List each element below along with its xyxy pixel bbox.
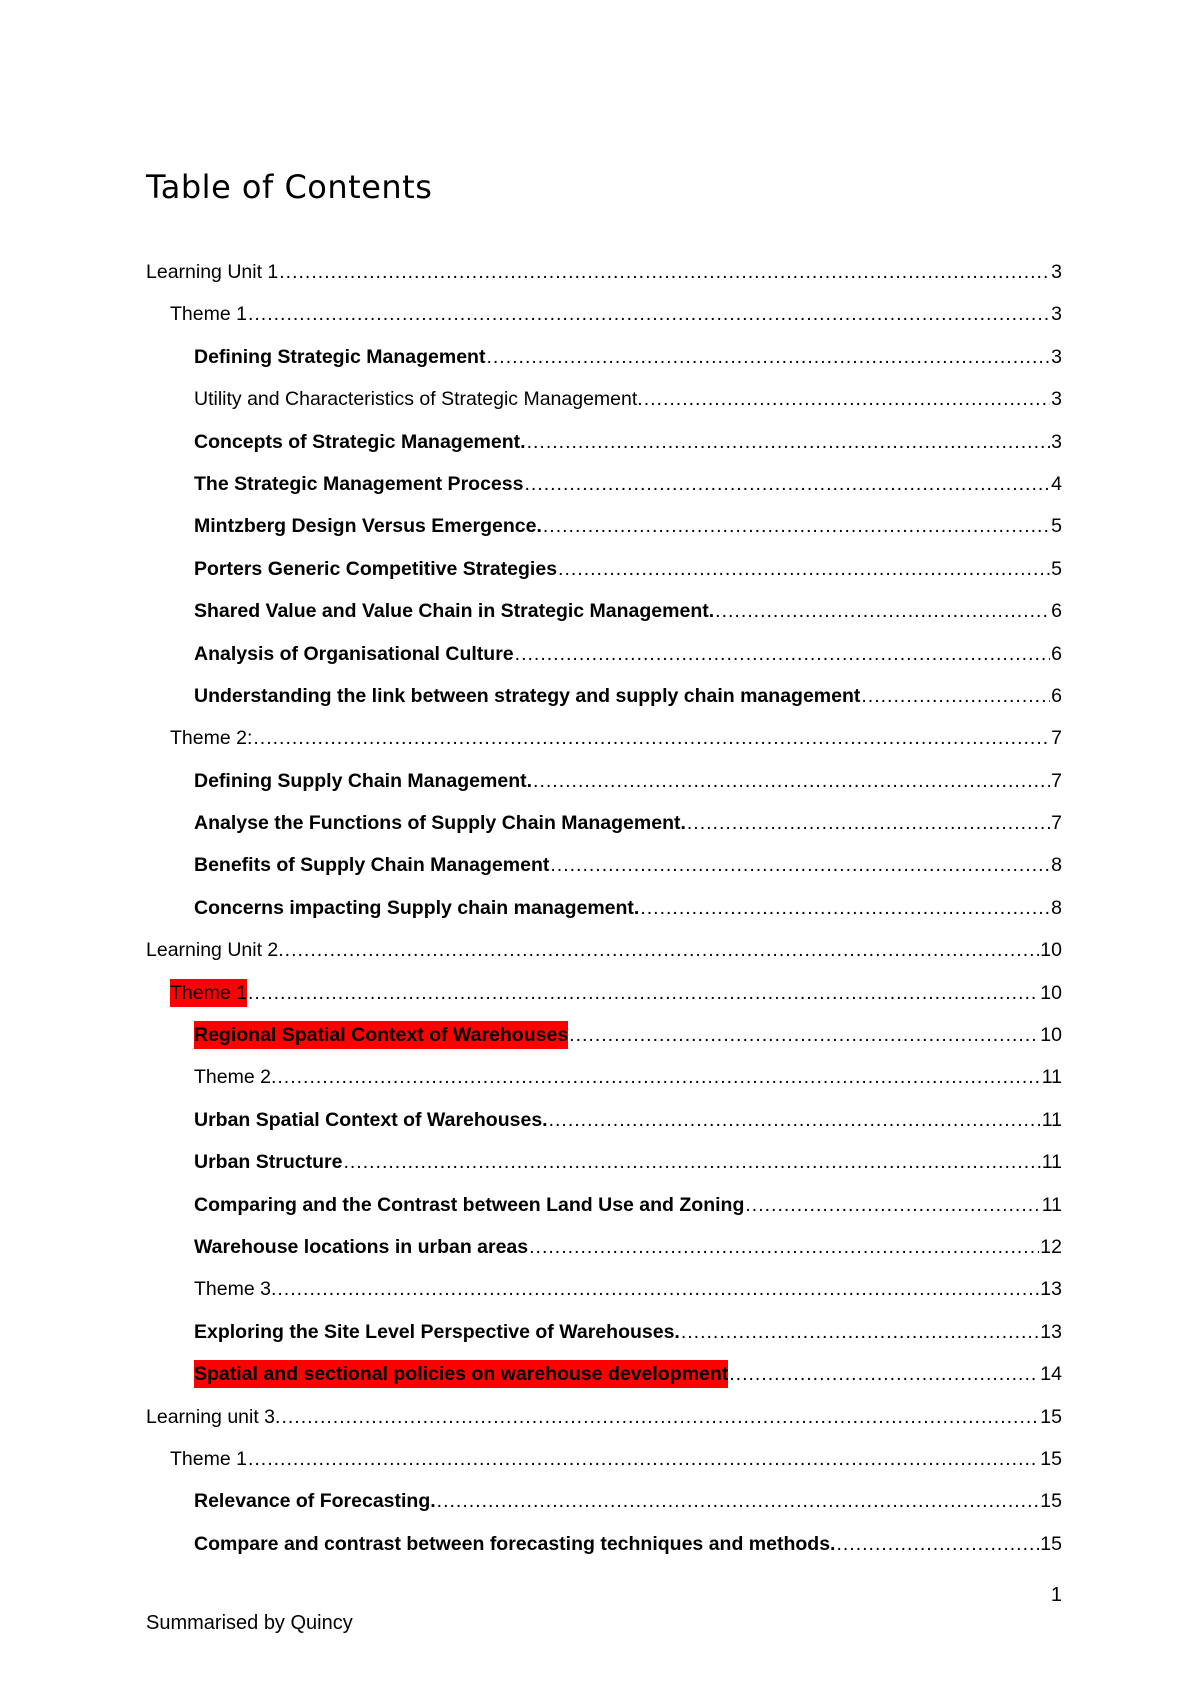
table-of-contents [146,258,1062,1572]
toc-dot-leader [527,428,1051,456]
toc-dot-leader [644,385,1050,413]
toc-entry[interactable] [146,1063,1062,1105]
page-title: Table of Contents [146,168,433,206]
toc-dot-leader [569,1021,1039,1049]
toc-dot-leader [558,555,1050,583]
toc-dot-leader [343,1148,1040,1176]
toc-dot-leader [248,1445,1039,1473]
toc-entry[interactable] [146,1445,1062,1487]
toc-entry-label: Porters Generic Competitive Strategies [194,557,558,580]
footer-text: Summarised by Quincy [146,1612,353,1634]
toc-entry[interactable] [146,1233,1062,1275]
toc-entry-label: Comparing and the Contrast between Land Use and Zoning [194,1193,745,1216]
toc-dot-leader [640,894,1050,922]
toc-dot-leader [533,767,1050,795]
toc-entry[interactable] [146,1275,1062,1317]
toc-entry-page: 3 [1051,261,1062,283]
toc-entry-label: Defining Supply Chain Management. [194,769,533,792]
toc-entry-label: Analyse the Functions of Supply Chain Management. [194,812,686,835]
toc-entry-label: Defining Strategic Management [194,345,486,368]
toc-dot-leader [248,300,1050,328]
toc-entry[interactable] [146,1487,1062,1529]
toc-entry-label: Understanding the link between strategy and supply chain management [194,684,861,707]
toc-entry[interactable] [146,428,1062,470]
toc-entry-label: Urban Structure [194,1151,343,1174]
toc-entry-label: Analysis of Organisational Culture [194,642,514,665]
toc-entry-page: 11 [1041,1151,1062,1174]
toc-entry-label: Theme 1 [170,303,247,326]
toc-dot-leader [248,979,1039,1007]
toc-entry-page: 15 [1040,1447,1062,1470]
toc-entry[interactable] [146,343,1062,385]
toc-entry-label: Utility and Characteristics of Strategic Management. [194,388,643,411]
toc-entry-page: 8 [1051,896,1062,919]
toc-dot-leader [529,1233,1039,1261]
toc-dot-leader [550,851,1050,879]
toc-entry-label: Theme 2: [170,727,253,750]
toc-entry-page: 3 [1051,303,1062,326]
toc-entry-label: Theme 1 [170,979,247,1007]
toc-entry-label: Theme 2. [194,1066,277,1089]
toc-entry-label: Learning unit 3. [146,1405,281,1428]
toc-entry-page: 4 [1051,472,1062,495]
toc-entry-page: 13 [1040,1278,1062,1301]
toc-entry[interactable] [146,682,1062,724]
toc-entry-label: Benefits of Supply Chain Management [194,854,550,877]
toc-entry-page: 10 [1040,939,1062,962]
toc-entry-page: 15 [1040,1532,1062,1555]
toc-entry[interactable] [146,1530,1062,1572]
toc-entry[interactable] [146,979,1062,1021]
toc-entry-label: Shared Value and Value Chain in Strategic Management. [194,600,715,623]
toc-entry[interactable] [146,1403,1062,1445]
toc-entry-page: 5 [1051,557,1062,580]
toc-dot-leader [277,1063,1040,1091]
toc-entry[interactable] [146,555,1062,597]
toc-dot-leader [687,809,1050,837]
toc-entry-page: 7 [1051,812,1062,835]
toc-dot-leader [715,597,1050,625]
toc-dot-leader [861,682,1050,710]
toc-entry[interactable] [146,258,1062,300]
toc-entry-page: 5 [1051,515,1062,538]
toc-dot-leader [524,470,1050,498]
toc-entry-page: 11 [1041,1108,1062,1131]
toc-entry-label: Theme 3. [194,1278,277,1301]
toc-entry-label: Exploring the Site Level Perspective of Warehouses. [194,1320,680,1343]
toc-entry[interactable] [146,1318,1062,1360]
toc-entry-label: The Strategic Management Process [194,472,524,495]
toc-entry-page: 3 [1051,388,1062,411]
toc-entry-page: 14 [1040,1363,1062,1386]
toc-entry[interactable] [146,1021,1062,1063]
toc-entry-page: 15 [1040,1405,1062,1428]
toc-entry[interactable] [146,1360,1062,1402]
toc-entry-label: Mintzberg Design Versus Emergence. [194,515,542,538]
toc-entry-page: 7 [1051,769,1062,792]
toc-entry-page: 12 [1040,1235,1062,1258]
toc-entry[interactable] [146,512,1062,554]
toc-dot-leader [745,1191,1040,1219]
toc-dot-leader [729,1360,1039,1388]
toc-entry-page: 3 [1051,345,1062,368]
toc-entry-page: 13 [1040,1320,1062,1343]
toc-entry-page: 6 [1051,642,1062,665]
toc-dot-leader [279,258,1050,286]
toc-dot-leader [543,512,1050,540]
toc-dot-leader [277,1275,1039,1303]
toc-entry[interactable] [146,1106,1062,1148]
toc-entry[interactable] [146,1191,1062,1233]
toc-entry-page: 11 [1041,1066,1062,1089]
toc-entry-page: 8 [1051,854,1062,877]
toc-entry-label: Regional Spatial Context of Warehouses [194,1021,568,1049]
toc-dot-leader [285,936,1040,964]
toc-dot-leader [437,1487,1040,1515]
page-number: 1 [1050,1584,1062,1606]
toc-dot-leader [486,343,1050,371]
toc-entry[interactable] [146,851,1062,893]
toc-entry-page: 15 [1040,1490,1062,1513]
toc-entry[interactable] [146,809,1062,851]
toc-entry[interactable] [146,300,1062,342]
toc-entry[interactable] [146,385,1062,427]
toc-entry-page: 10 [1040,981,1062,1004]
toc-entry[interactable] [146,640,1062,682]
toc-entry-page: 7 [1051,727,1062,750]
toc-entry-label: Urban Spatial Context of Warehouses. [194,1108,548,1131]
toc-entry[interactable] [146,470,1062,512]
toc-dot-leader [836,1530,1039,1558]
toc-dot-leader [549,1106,1041,1134]
toc-entry[interactable] [146,936,1062,978]
toc-dot-leader [681,1318,1039,1346]
toc-entry[interactable] [146,597,1062,639]
toc-entry-page: 11 [1041,1193,1062,1216]
toc-entry[interactable] [146,767,1062,809]
toc-entry-page: 3 [1051,430,1062,453]
toc-dot-leader [281,1403,1039,1431]
toc-entry-page: 6 [1051,600,1062,623]
toc-entry-label: Learning Unit 2. [146,939,284,962]
toc-entry-label: Learning Unit 1 [146,261,279,283]
toc-entry[interactable] [146,1148,1062,1190]
toc-entry[interactable] [146,724,1062,766]
toc-entry-label: Theme 1 [170,1447,247,1470]
toc-entry-label: Concepts of Strategic Management. [194,430,526,453]
toc-dot-leader [515,640,1050,668]
toc-entry[interactable] [146,894,1062,936]
toc-entry-page: 10 [1040,1024,1062,1047]
toc-entry-label: Spatial and sectional policies on warehouse development [194,1360,728,1388]
toc-entry-label: Relevance of Forecasting. [194,1490,436,1513]
toc-dot-leader [253,724,1050,752]
toc-entry-label: Compare and contrast between forecasting techniques and methods. [194,1532,836,1555]
toc-entry-label: Warehouse locations in urban areas [194,1235,529,1258]
toc-entry-label: Concerns impacting Supply chain management. [194,896,640,919]
toc-entry-page: 6 [1051,684,1062,707]
